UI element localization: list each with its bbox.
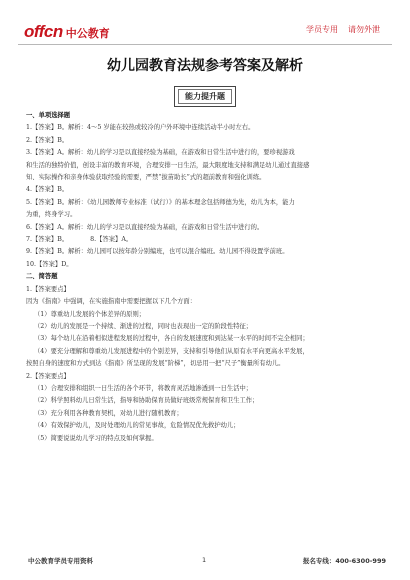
answer-row-7-8 [26,234,388,246]
level-badge-label: 能力提升题 [178,89,232,104]
logo-mark: offcn [24,22,63,41]
page-footer [18,556,392,568]
level-badge [174,86,236,107]
answer-line: 9.【答案】B。解析：幼儿园可以按年龄分别编班，也可以混合编班。幼儿园不得设置学前班。 [26,248,289,256]
answer-line: （5）简要说说幼儿学习的特点及如何掌握。 [34,434,158,442]
answer-line: 6.【答案】A。解析：幼儿的学习是以直接经验为基础，在游戏和日常生活中进行的。 [26,223,264,231]
answer-line: （4）要充分理解和尊重幼儿发展进程中的个别差异，支持和引导他们从原有水平向更高水平发展， [34,347,309,355]
answer-content [26,110,388,445]
answer-line: 和生活的独特价值，创设丰富的教育环境，合理安排一日生活，最大限度地支持和满足幼儿通过直接感 [26,161,310,169]
page-number: 1 [202,556,207,564]
answer-line: 1.【答案】B。解析：4～5 岁能在较热或较冷的户外环境中连续活动半小时左右。 [26,124,255,132]
section-heading-single-choice: 一、单项选择题 [26,112,71,119]
answer-line: 4.【答案】B。 [26,186,69,194]
answer-line: 5.【答案】B。解析：《幼儿园教师专业标准（试行）》的基本理念包括师德为先，幼儿为本，能力 [26,198,295,206]
answer-line: 按照自身的速度和方式到达《指南》所呈现的发展“阶梯”，切忌用一把“尺子”衡量所有幼儿。 [26,360,285,368]
offcn-logo [24,22,110,42]
answer-line: 2.【答案要点】 [26,372,70,380]
answer-line: （4）有效保护幼儿，及时处理幼儿的常见事故，危险情况优先救护幼儿； [34,422,240,430]
footer-left-text: 中公教育学员专用资料 [28,557,93,565]
page-header [0,0,410,46]
header-divider [18,44,392,45]
page-title: 幼儿园教育法规参考答案及解析 [107,58,303,74]
answer-line: （1）尊重幼儿发展的个体差异的原则； [34,310,146,318]
answer-8: 8.【答案】A。 [90,236,133,244]
answer-line: 1.【答案要点】 [26,285,70,293]
answer-line: （3）充分利用各种教育契机，对幼儿进行随机教育； [34,409,183,417]
section-heading-short-answer: 二、简答题 [26,273,58,281]
header-tags [306,24,380,35]
answer-line: 知、实际操作和亲身体验获取经验的需要，严禁“拔苗助长”式的超前教育和强化训练。 [26,174,266,182]
answer-line: （2）科学照料幼儿日常生活，指导和协助保育员做好班级常规保育和卫生工作； [34,397,259,405]
tag-student-only: 学员专用 [306,25,338,34]
answer-line: 10.【答案】D。 [26,260,73,268]
answer-line: （3）每个幼儿在沿着相似进程发展的过程中，各自的发展速度和到达某一水平的时间不完全相同； [34,335,309,343]
answer-line: 3.【答案】A。解析：幼儿的学习是以直接经验为基础，在游戏和日常生活中进行的，要珍视游戏 [26,149,295,157]
answer-line: 为重，终身学习。 [26,211,77,219]
answer-line: 因为《指南》中强调，在实施指南中需要把握以下几个方面： [26,298,197,306]
logo-cn-text: 中公教育 [65,27,110,40]
footer-hotline: 报名专线：400-6300-999 [302,557,386,565]
answer-line: （2）幼儿的发展是一个持续、渐进的过程，同时也表现出一定的阶段性特征； [34,322,253,330]
answer-7: 7.【答案】B。 [26,236,69,244]
tag-no-leak: 请勿外泄 [348,25,380,34]
answer-line: （1）合理安排和组织一日生活的各个环节，将教育灵活地渗透到一日生活中； [34,384,253,392]
answer-line: 2.【答案】B。 [26,136,69,144]
badge-container [0,86,410,107]
